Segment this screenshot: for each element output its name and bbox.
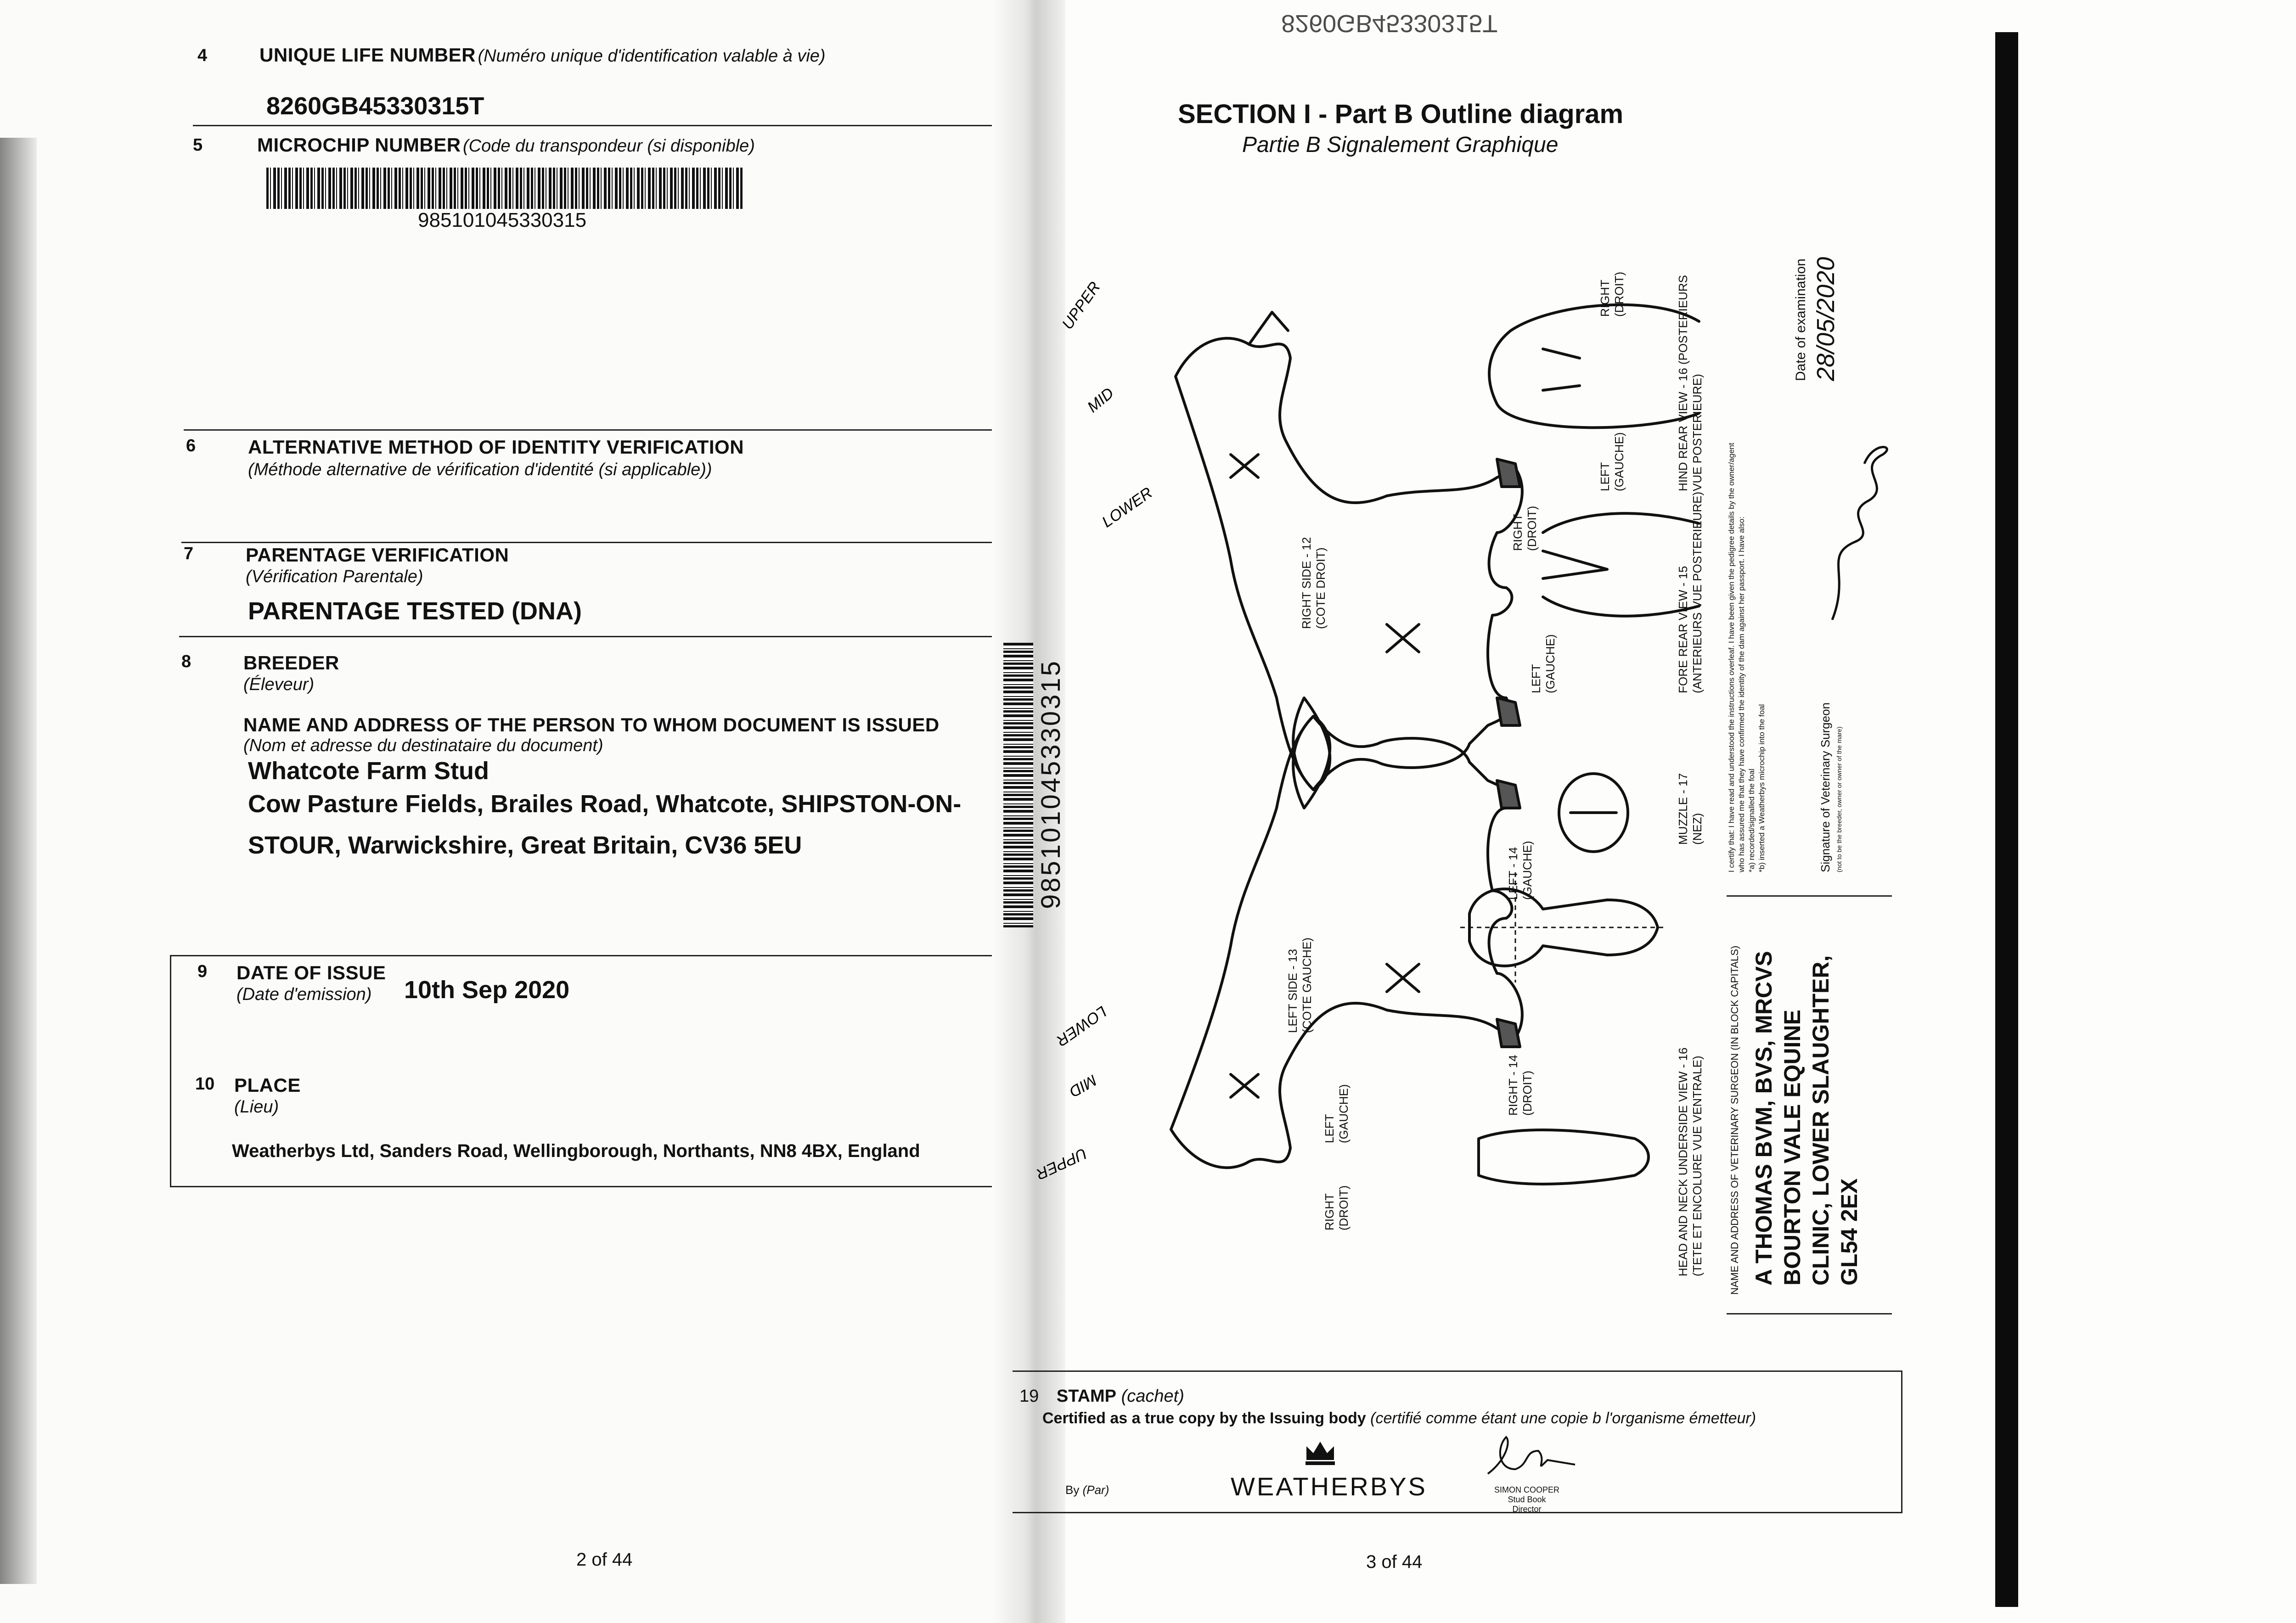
label-upper-2: UPPER [1033,1144,1090,1183]
breeder-address-line-2: STOUR, Warwickshire, Great Britain, CV36 5EU [248,831,802,859]
side-barcode-number: 985101045330315 [1036,659,1066,909]
date-of-examination-label: Date of examination [1793,258,1808,381]
divider [179,636,1010,637]
field-5-label [257,134,755,156]
fore-rear-view-label: FORE REAR VIEW - 15 (ANTERIEURS VUE POSTERIEURE) [1676,491,1704,693]
divider [1727,1313,1892,1314]
stamp-number: 19 [1019,1387,1039,1406]
vet-name-line-3: CLINIC, LOWER SLAUGHTER, [1808,955,1834,1286]
signature-label-block [1818,702,1846,872]
breeder-label: BREEDER [243,652,339,674]
right-14-label: RIGHT - 14 (DROIT) [1506,1055,1534,1116]
parentage-verification-label: PARENTAGE VERIFICATION [246,544,509,566]
section-title: SECTION I - Part B Outline diagram [1178,99,1624,129]
fore-right-label: RIGHT (DROIT) [1511,505,1539,551]
certify-line-4: *b) inserted a Weatherbys microchip into the foal [1757,704,1766,872]
head-neck-label: HEAD AND NECK UNDERSIDE VIEW - 16 (TETE ET ENCOLURE VUE VENTRALE) [1676,1047,1704,1276]
microchip-barcode [266,168,744,209]
divider [1727,895,1892,897]
field-9-number: 9 [197,962,208,981]
by-label: By [1065,1483,1080,1497]
fore-rear-view [1543,513,1699,616]
microchip-barcode-number: 985101045330315 [418,209,587,231]
page-number-left: 2 of 44 [576,1550,633,1570]
vet-name-address [1750,951,1863,1286]
fore-left-label: LEFT (GAUCHE) [1529,634,1557,693]
unique-life-number-label: UNIQUE LIFE NUMBER [259,44,476,66]
issued-to-label: NAME AND ADDRESS OF THE PERSON TO WHOM DOCUMENT IS ISSUED [243,714,940,736]
field-4-label [259,44,826,66]
date-of-issue-value: 10th Sep 2020 [404,976,570,1004]
stamp-label: STAMP [1056,1387,1117,1406]
certify-line-3: *a) recorded/signalled the foal [1747,769,1756,872]
vet-name-line-1: A THOMAS BVM, BVS, MRCVS [1751,951,1777,1286]
stamp-header [1019,1387,1184,1406]
side-barcode [1003,643,1033,927]
certify-line-1: I certify that: I have read and understood the instructions overleaf. I have been given the pedigree details by the owner/agent [1727,443,1736,872]
field-7-number: 7 [184,544,194,563]
left-side-label: LEFT SIDE - 13 (COTE GAUCHE) [1286,938,1314,1033]
crown-logo-icon [1302,1435,1339,1467]
stamp-by [1065,1483,1109,1497]
muzzle-label: MUZZLE - 17 (NEZ) [1676,773,1704,845]
hind-rear-view [1489,305,1699,428]
place-label-fr: (Lieu) [234,1097,279,1117]
label-mid-2: MID [1066,1071,1100,1101]
section-subtitle: Partie B Signalement Graphique [1242,133,1559,157]
certify-line-2: who has assured me that they have confirmed the identity of the dam against her passport. I have also: [1737,517,1746,872]
label-lower: LOWER [1098,483,1156,531]
hind-right-label: RIGHT (DROIT) [1598,271,1626,317]
unique-life-number-label-fr: (Numéro unique d'identification valable à vie) [478,46,826,66]
director-name: SIMON COOPER [1494,1485,1559,1494]
microchip-number-label-fr: (Code du transpondeur (si disponible) [463,136,755,156]
divider [184,429,1010,431]
weatherbys-brand: WEATHERBYS [1231,1472,1427,1501]
vet-signature-note: (not to be the breeder, owner or owner of the mare) [1835,726,1843,872]
parentage-verification-label-fr: (Vérification Parentale) [246,567,423,586]
field-4-number: 4 [197,46,208,65]
vet-name-address-label: NAME AND ADDRESS OF VETERINARY SURGEON (IN BLOCK CAPITALS) [1729,945,1740,1295]
left-14-label: LEFT - 14 (GAUCHE) [1506,841,1534,900]
place-value: Weatherbys Ltd, Sanders Road, Wellingborough, Northants, NN8 4BX, England [232,1141,920,1161]
horse-right-side-outline [1176,338,1522,790]
head-underside-view [1479,1130,1649,1184]
black-edge-bar [1995,32,2018,1607]
breeder-address-line-1: Cow Pasture Fields, Brailes Road, Whatcote, SHIPSTON-ON- [248,790,962,818]
field-6-number: 6 [186,436,196,455]
stamp-label-fr: (cachet) [1121,1387,1184,1406]
date-of-issue-label-fr: (Date d'emission) [236,985,372,1004]
issued-to-label-fr: (Nom et adresse du destinataire du document) [243,736,603,755]
vet-signature [1814,436,1906,629]
breeder-name: Whatcote Farm Stud [248,757,490,785]
vet-certification-text [1727,443,1767,872]
by-label-fr: (Par) [1082,1483,1109,1497]
vet-name-line-2: BOURTON VALE EQUINE [1779,1010,1805,1286]
page-number-right: 3 of 44 [1366,1552,1423,1572]
left-page [0,0,1024,1623]
label-mid: MID [1084,384,1117,416]
head-left-label: LEFT (GAUCHE) [1322,1084,1351,1143]
alternative-method-label: ALTERNATIVE METHOD OF IDENTITY VERIFICATION [248,436,744,458]
field-8-number: 8 [181,652,191,671]
binding-shadow [0,138,37,1584]
right-side-label: RIGHT SIDE - 12 (COTE DROIT) [1300,537,1328,629]
vet-name-line-4: GL54 2EX [1836,1178,1862,1286]
microchip-number-label: MICROCHIP NUMBER [257,134,461,156]
hind-rear-view-label: HIND REAR VIEW - 16 (POSTERIEURS VUE POSTERIEURE) [1676,275,1704,491]
parentage-verification-value: PARENTAGE TESTED (DNA) [248,597,582,625]
date-of-issue-label: DATE OF ISSUE [236,962,386,983]
divider [181,542,1010,543]
alternative-method-label-fr: (Méthode alternative de vérification d'identité (si applicable)) [248,460,712,479]
label-upper: UPPER [1058,278,1104,333]
stamp-certified [1042,1410,1756,1427]
field-5-number: 5 [193,135,203,155]
certified-copy-text-fr: (certifié comme étant une copie b l'organisme émetteur) [1370,1410,1756,1427]
hind-left-label: LEFT (GAUCHE) [1598,432,1626,491]
label-lower-2: LOWER [1053,1002,1110,1050]
header-fragment: 8260GB45330315T [1281,10,1498,37]
date-of-examination-value: 28/05/2020 [1812,257,1840,381]
vet-signature-label: Signature of Veterinary Surgeon [1818,702,1832,872]
director-name-block [1492,1485,1561,1514]
breeder-label-fr: (Éleveur) [243,675,315,694]
certified-copy-text: Certified as a true copy by the Issuing body [1042,1410,1366,1427]
divider [193,125,1010,126]
director-title: Stud Book Director [1508,1495,1546,1514]
head-right-label: RIGHT (DROIT) [1322,1185,1351,1230]
director-signature [1479,1432,1584,1483]
unique-life-number-value: 8260GB45330315T [266,92,484,120]
place-label: PLACE [234,1074,301,1096]
field-10-number: 10 [195,1074,215,1094]
